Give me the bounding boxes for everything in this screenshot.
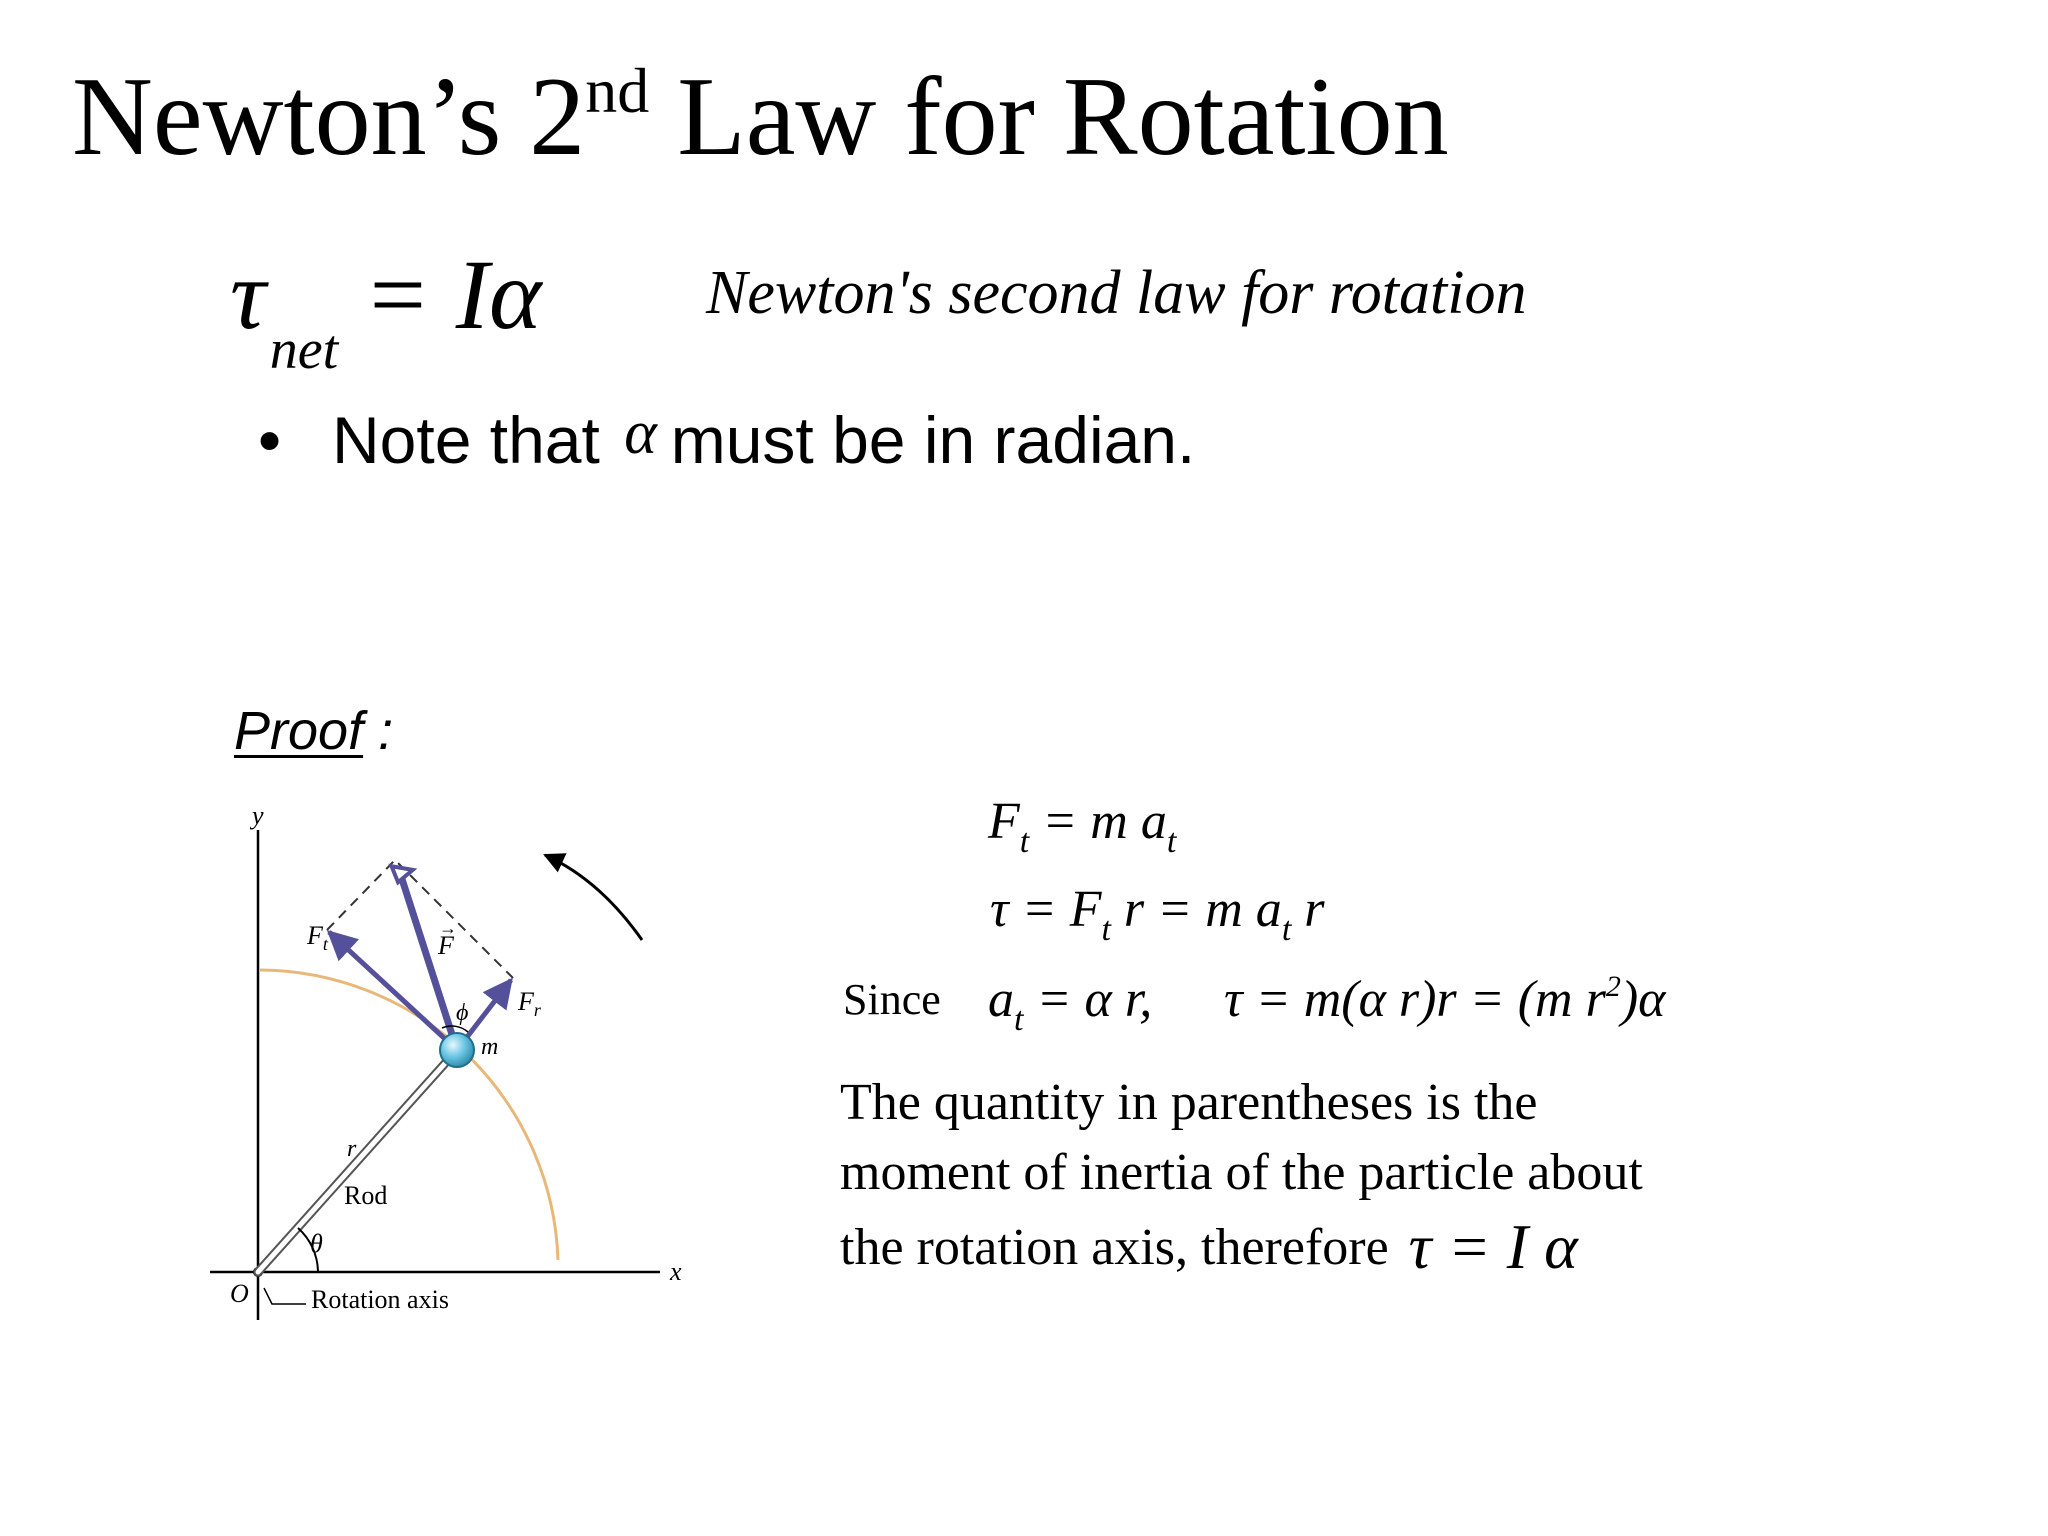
rotation-diagram (200, 810, 700, 1330)
label-rotation-axis: Rotation axis (311, 1285, 449, 1314)
main-equation: $\tau_{net} = I\alpha$ (230, 239, 542, 381)
label-phi: ϕ (456, 1000, 469, 1026)
label-y: y (252, 810, 264, 830)
equation-torque-expanded: τ = m(α r)r = (m $r^2)\alpha$ (1224, 970, 1666, 1028)
conclusion-result: τ = I α (1408, 1211, 1578, 1282)
label-ft: $F_t$ (307, 921, 328, 954)
bullet-marker: • (258, 403, 282, 477)
label-r: r (347, 1136, 357, 1162)
phi-arc (442, 1026, 468, 1032)
label-fr: $F_r$ (518, 987, 541, 1020)
conclusion-line-3: the rotation axis, therefore τ = I α (840, 1211, 1578, 1282)
label-f-vector-arrow: → (439, 918, 457, 938)
equation-tangential-force: $F_t = m$ $a_t$ (988, 793, 1177, 860)
label-f: F (438, 931, 454, 960)
equation-torque: $\tau = F_t$ r = m $a_t$ r (990, 881, 1325, 948)
label-rod: Rod (344, 1181, 388, 1210)
main-equation-caption: Newton's second law for rotation (706, 259, 1527, 327)
slide-title: Newton’s 2nd Law for Rotation (72, 55, 1449, 179)
equation-tangential-acceleration: $a_t = \alpha$ r, (988, 971, 1153, 1038)
particle (440, 1033, 474, 1067)
proof-label: Proof : (234, 701, 394, 761)
label-origin: O (230, 1279, 249, 1308)
rotation-direction-arrow (545, 855, 642, 940)
force-parallelogram (327, 860, 513, 978)
bullet-note: • Note that α must be in radian. (258, 400, 1195, 483)
conclusion-paragraph (840, 1068, 1643, 1283)
conclusion-line-2: moment of inertia of the particle about (840, 1144, 1643, 1201)
axis-label-leader (264, 1288, 306, 1304)
label-theta: θ (310, 1229, 323, 1258)
label-m: m (481, 1034, 499, 1060)
label-x: x (670, 1257, 682, 1286)
since-label: Since (843, 975, 941, 1024)
conclusion-line-1: The quantity in parentheses is the (840, 1074, 1538, 1131)
